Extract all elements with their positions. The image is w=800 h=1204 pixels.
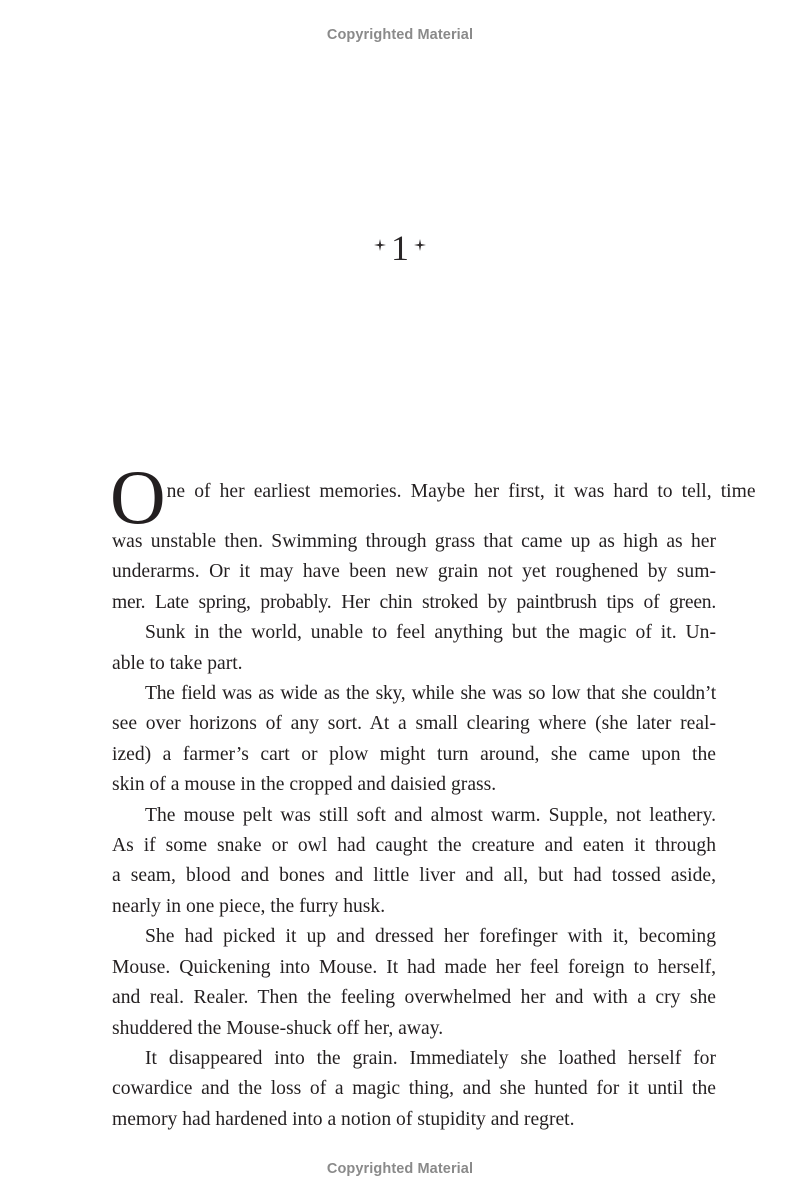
paragraph bbox=[112, 922, 716, 1044]
paragraph bbox=[112, 801, 716, 923]
text-line: see over horizons of any sort. At a small clearing where (she later real- bbox=[112, 713, 716, 735]
text-line: It disappeared into the grain. Immediately she loathed herself for bbox=[145, 1047, 716, 1069]
text-line: The mouse pelt was still soft and almost warm. Supple, not leathery. bbox=[145, 804, 716, 826]
text-line: The field was as wide as the sky, while she was so low that she couldn’t bbox=[145, 683, 716, 705]
copyright-watermark-top: Copyrighted Material bbox=[326, 27, 474, 43]
sparkle-star-icon bbox=[374, 239, 386, 251]
text-line: mer. Late spring, probably. Her chin stroked by paintbrush tips of green. bbox=[112, 591, 716, 613]
text-line: skin of a mouse in the cropped and daisied grass. bbox=[112, 774, 497, 796]
text-line: She had picked it up and dressed her forefinger with it, becoming bbox=[145, 926, 716, 948]
chapter-number: 1 bbox=[391, 227, 409, 268]
text-line: As if some snake or owl had caught the creature and eaten it through bbox=[112, 835, 716, 857]
sparkle-star-icon bbox=[414, 239, 426, 251]
text-line: shuddered the Mouse-shuck off her, away. bbox=[112, 1017, 444, 1039]
text-line: memory had hardened into a notion of stupidity and regret. bbox=[112, 1108, 575, 1130]
text-line: was unstable then. Swimming through grass that came up as high as her bbox=[112, 531, 716, 552]
text-line: and real. Realer. Then the feeling overwhelmed her and with a cry she bbox=[112, 987, 716, 1009]
text-line: cowardice and the loss of a magic thing, and she hunted for it until the bbox=[112, 1078, 716, 1100]
text-line: Sunk in the world, unable to feel anything but the magic of it. Un- bbox=[145, 622, 716, 644]
paragraph bbox=[110, 454, 756, 618]
copyright-watermark-bottom: Copyrighted Material bbox=[326, 1161, 474, 1177]
text-line: Mouse. Quickening into Mouse. It had made her feel foreign to herself, bbox=[112, 956, 716, 978]
paragraph bbox=[112, 1044, 716, 1135]
text-line: a seam, blood and bones and little liver and all, but had tossed aside, bbox=[112, 865, 716, 887]
text-line: ne of her earliest memories. Maybe her first, it was hard to tell, time bbox=[166, 481, 756, 502]
text-line: nearly in one piece, the furry husk. bbox=[112, 895, 386, 917]
text-line: able to take part. bbox=[112, 652, 243, 674]
paragraph bbox=[112, 618, 716, 679]
text-line: underarms. Or it may have been new grain not yet roughened by sum- bbox=[112, 561, 716, 583]
chapter-heading bbox=[0, 222, 800, 270]
chapter-body bbox=[110, 454, 756, 1135]
drop-cap: O bbox=[110, 454, 166, 540]
paragraph bbox=[112, 679, 716, 801]
text-line: ized) a farmer’s cart or plow might turn around, she came upon the bbox=[112, 743, 716, 765]
